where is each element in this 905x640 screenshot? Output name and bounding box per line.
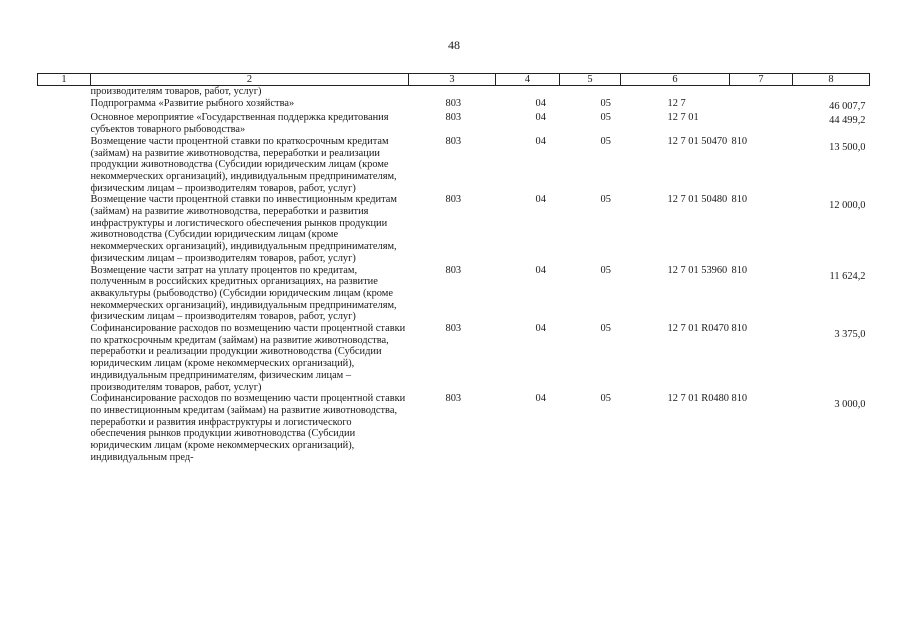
row-rz: 04 <box>535 112 546 124</box>
row-pr: 05 <box>600 393 611 405</box>
continuation-text: производителям товаров, работ, услуг) <box>90 86 262 97</box>
row-ved: 803 <box>445 393 462 405</box>
table-header <box>38 74 870 86</box>
table-row <box>38 112 870 135</box>
row-csr: 12 7 01 53960 <box>667 264 728 276</box>
row-ved: 803 <box>445 323 462 335</box>
row-csr: 12 7 01 R0470 <box>667 323 729 335</box>
row-ved: 803 <box>445 135 462 147</box>
column-header-8: 8 <box>793 74 870 86</box>
row-pr: 05 <box>600 135 611 147</box>
row-vr: 810 <box>731 393 748 405</box>
table-row <box>38 136 870 195</box>
row-pr: 05 <box>600 97 611 109</box>
budget-table <box>37 73 870 464</box>
row-ved: 803 <box>445 194 462 206</box>
row-csr: 12 7 01 R0480 <box>667 393 729 405</box>
row-name: Возмещение части процентной ставки по инвестиционным кредитам (займам) на развитие животноводства, переработки и развития инфраструктуры и логистического обеспечения рынков продукции животноводства (Субсидии юридическим лицам (кроме некоммерческих организаций), индивидуальным предпринимателям, физическим лицам – производителям товаров, работ, услуг) <box>90 194 397 264</box>
row-vr: 810 <box>731 264 748 276</box>
page-number: 48 <box>448 38 460 52</box>
row-sum: 13 500,0 <box>829 141 866 153</box>
row-csr: 12 7 01 50480 <box>667 194 728 206</box>
column-header-7: 7 <box>730 74 793 86</box>
row-ved: 803 <box>445 97 462 109</box>
row-name: Софинансирование расходов по возмещению части процентной ставки по инвестиционным кредитам (займам) на развитие животноводства, переработки и развития инфраструктуры и логистического обеспечения рынков продукции животноводства (Субсидии юридическим лицам (кроме некоммерческих организаций), индивидуальным пред- <box>90 393 406 463</box>
column-header-2: 2 <box>91 74 409 86</box>
row-sum: 3 375,0 <box>834 329 866 341</box>
column-header-6: 6 <box>621 74 730 86</box>
row-pr: 05 <box>600 194 611 206</box>
row-rz: 04 <box>535 97 546 109</box>
row-pr: 05 <box>600 264 611 276</box>
row-csr: 12 7 01 <box>667 112 699 124</box>
row-rz: 04 <box>535 135 546 147</box>
table-row <box>38 98 870 113</box>
row-name: Софинансирование расходов по возмещению части процентной ставки по краткосрочным кредитам (займам) на развитие животноводства, переработки и реализации продукции животноводства (Субсидии юридическим лицам (кроме некоммерческих организаций), индивидуальным предпринимателям, физическим лицам – производителям товаров, работ, услуг) <box>90 323 406 393</box>
continuation-row <box>38 86 870 98</box>
row-vr: 810 <box>731 323 748 335</box>
row-pr: 05 <box>600 323 611 335</box>
table-row <box>38 393 870 463</box>
row-ved: 803 <box>445 112 462 124</box>
row-vr: 810 <box>731 135 748 147</box>
row-csr: 12 7 <box>667 97 686 109</box>
column-header-1: 1 <box>38 74 91 86</box>
column-header-4: 4 <box>496 74 560 86</box>
row-name: Подпрограмма «Развитие рыбного хозяйства» <box>90 97 295 109</box>
row-vr <box>730 112 793 135</box>
row-sum: 12 000,0 <box>829 200 866 212</box>
row-vr: 810 <box>731 194 748 206</box>
row-rz: 04 <box>535 393 546 405</box>
row-ved: 803 <box>445 264 462 276</box>
row-sum: 46 007,7 <box>829 100 866 112</box>
column-header-5: 5 <box>560 74 621 86</box>
column-header-3: 3 <box>409 74 496 86</box>
row-vr <box>730 98 793 113</box>
table-row <box>38 194 870 264</box>
row-name: Основное мероприятие «Государственная поддержка кредитования субъектов товарного рыбоводства» <box>90 112 389 136</box>
row-rz: 04 <box>535 264 546 276</box>
row-name: Возмещение части процентной ставки по краткосрочным кредитам (займам) на развитие животноводства, переработки и реализации продукции животноводства (Субсидии юридическим лицам (кроме некоммерческих организаций), индивидуальным предпринимателям, физическим лицам – производителям товаров, работ, услуг) <box>90 135 397 194</box>
table-row <box>38 323 870 393</box>
row-rz: 04 <box>535 323 546 335</box>
row-name: Возмещение части затрат на уплату процентов по кредитам, полученным в российских кредитных организациях, на развитие аквакультуры (рыбоводство) (Субсидии юридическим лицам (кроме некоммерческих организаций), индивидуальным предпринимателям, физическим лицам – производителям товаров, работ, услуг) <box>90 264 397 323</box>
table-row <box>38 265 870 324</box>
row-sum: 11 624,2 <box>829 270 866 282</box>
row-rz: 04 <box>535 194 546 206</box>
row-pr: 05 <box>600 112 611 124</box>
row-sum: 3 000,0 <box>834 399 866 411</box>
row-sum: 44 499,2 <box>829 115 866 127</box>
row-csr: 12 7 01 50470 <box>667 135 728 147</box>
